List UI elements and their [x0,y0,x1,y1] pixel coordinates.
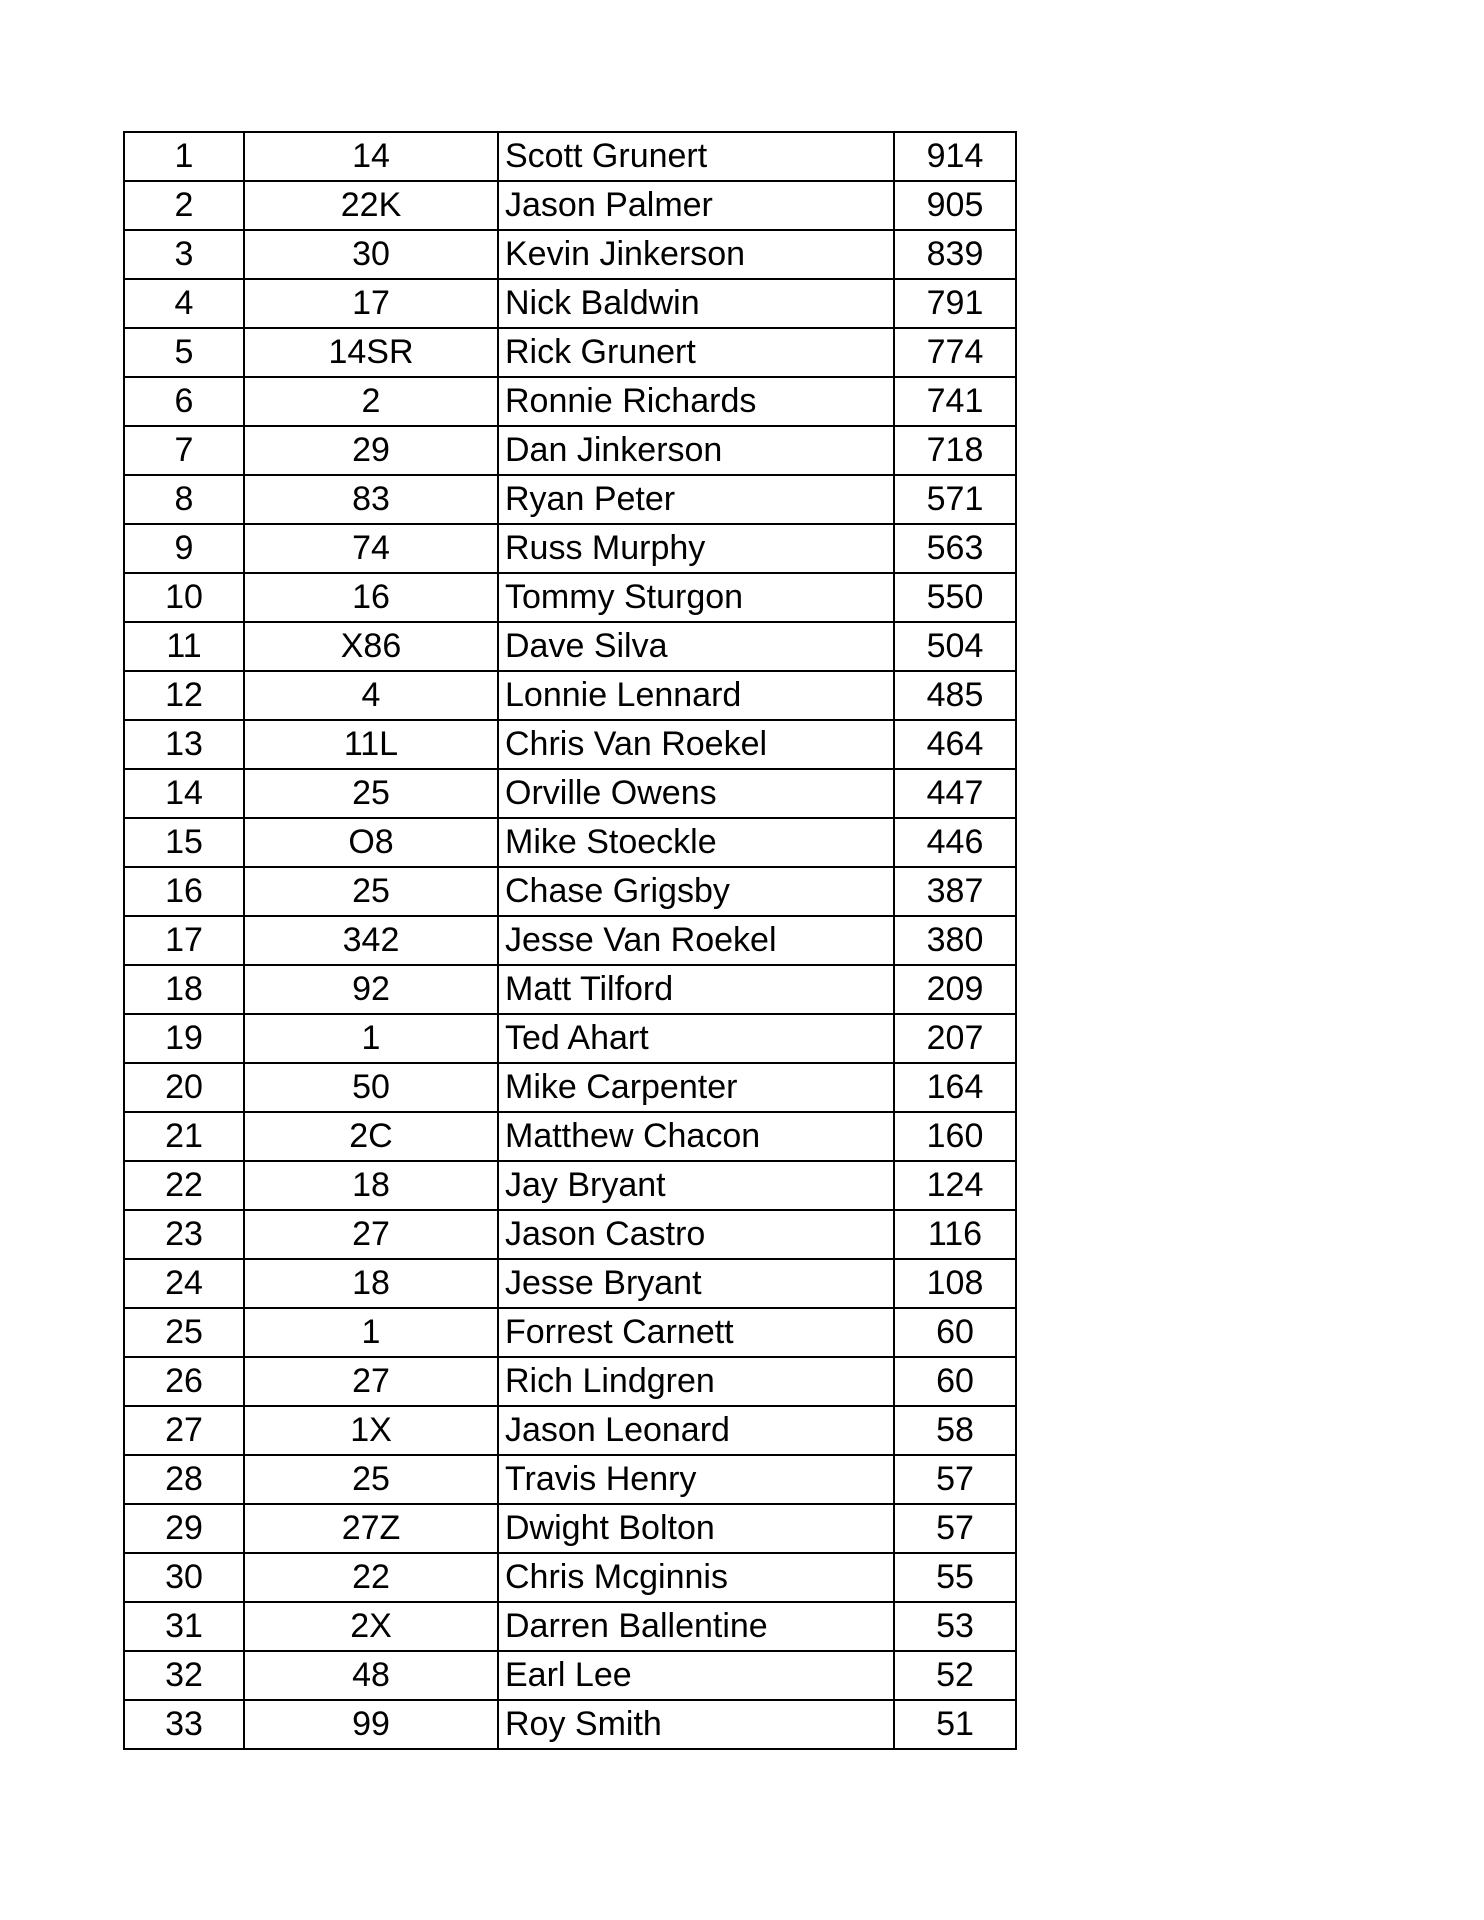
points-cell: 164 [894,1063,1016,1112]
position-cell: 1 [124,132,244,181]
position-cell: 29 [124,1504,244,1553]
driver-name-cell: Dan Jinkerson [498,426,894,475]
position-cell: 17 [124,916,244,965]
position-cell: 10 [124,573,244,622]
points-cell: 387 [894,867,1016,916]
table-row [124,524,1016,573]
points-cell: 209 [894,965,1016,1014]
car-number-cell: 14 [244,132,498,181]
car-number-cell: 342 [244,916,498,965]
driver-name-cell: Dwight Bolton [498,1504,894,1553]
driver-name-cell: Jay Bryant [498,1161,894,1210]
position-cell: 32 [124,1651,244,1700]
points-cell: 60 [894,1357,1016,1406]
driver-name-cell: Rick Grunert [498,328,894,377]
car-number-cell: 83 [244,475,498,524]
points-cell: 58 [894,1406,1016,1455]
car-number-cell: 1 [244,1308,498,1357]
table-row [124,867,1016,916]
table-row [124,426,1016,475]
position-cell: 33 [124,1700,244,1749]
table-row [124,1504,1016,1553]
car-number-cell: 2X [244,1602,498,1651]
driver-name-cell: Jason Castro [498,1210,894,1259]
points-cell: 124 [894,1161,1016,1210]
position-cell: 22 [124,1161,244,1210]
driver-name-cell: Travis Henry [498,1455,894,1504]
driver-name-cell: Roy Smith [498,1700,894,1749]
points-cell: 905 [894,181,1016,230]
driver-name-cell: Ted Ahart [498,1014,894,1063]
position-cell: 25 [124,1308,244,1357]
car-number-cell: 2 [244,377,498,426]
table-row [124,1357,1016,1406]
points-cell: 571 [894,475,1016,524]
points-cell: 108 [894,1259,1016,1308]
table-row [124,1112,1016,1161]
position-cell: 31 [124,1602,244,1651]
driver-name-cell: Orville Owens [498,769,894,818]
table-row [124,573,1016,622]
car-number-cell: 17 [244,279,498,328]
driver-name-cell: Tommy Sturgon [498,573,894,622]
position-cell: 19 [124,1014,244,1063]
car-number-cell: 22K [244,181,498,230]
points-cell: 550 [894,573,1016,622]
car-number-cell: 27 [244,1210,498,1259]
driver-name-cell: Scott Grunert [498,132,894,181]
car-number-cell: 18 [244,1259,498,1308]
table-row [124,132,1016,181]
table-row [124,818,1016,867]
points-cell: 160 [894,1112,1016,1161]
driver-name-cell: Kevin Jinkerson [498,230,894,279]
driver-name-cell: Lonnie Lennard [498,671,894,720]
points-cell: 51 [894,1700,1016,1749]
position-cell: 16 [124,867,244,916]
table-row [124,1014,1016,1063]
position-cell: 24 [124,1259,244,1308]
car-number-cell: 74 [244,524,498,573]
points-cell: 791 [894,279,1016,328]
table-row [124,1455,1016,1504]
car-number-cell: 25 [244,1455,498,1504]
position-cell: 12 [124,671,244,720]
table-row [124,1063,1016,1112]
points-cell: 446 [894,818,1016,867]
table-row [124,1700,1016,1749]
table-row [124,181,1016,230]
points-cell: 57 [894,1504,1016,1553]
driver-name-cell: Nick Baldwin [498,279,894,328]
position-cell: 7 [124,426,244,475]
car-number-cell: 18 [244,1161,498,1210]
car-number-cell: 92 [244,965,498,1014]
position-cell: 3 [124,230,244,279]
points-cell: 504 [894,622,1016,671]
position-cell: 18 [124,965,244,1014]
driver-name-cell: Rich Lindgren [498,1357,894,1406]
car-number-cell: 11L [244,720,498,769]
car-number-cell: 16 [244,573,498,622]
position-cell: 6 [124,377,244,426]
points-cell: 53 [894,1602,1016,1651]
points-cell: 447 [894,769,1016,818]
points-cell: 207 [894,1014,1016,1063]
position-cell: 9 [124,524,244,573]
car-number-cell: 27 [244,1357,498,1406]
table-row [124,1210,1016,1259]
points-cell: 741 [894,377,1016,426]
points-cell: 116 [894,1210,1016,1259]
car-number-cell: O8 [244,818,498,867]
car-number-cell: 99 [244,1700,498,1749]
points-cell: 774 [894,328,1016,377]
points-cell: 57 [894,1455,1016,1504]
points-cell: 55 [894,1553,1016,1602]
table-row [124,769,1016,818]
points-cell: 563 [894,524,1016,573]
position-cell: 20 [124,1063,244,1112]
table-row [124,1406,1016,1455]
car-number-cell: 48 [244,1651,498,1700]
points-cell: 380 [894,916,1016,965]
driver-name-cell: Chris Mcginnis [498,1553,894,1602]
driver-name-cell: Jason Leonard [498,1406,894,1455]
car-number-cell: 22 [244,1553,498,1602]
points-cell: 718 [894,426,1016,475]
position-cell: 27 [124,1406,244,1455]
position-cell: 11 [124,622,244,671]
position-cell: 8 [124,475,244,524]
car-number-cell: 27Z [244,1504,498,1553]
driver-name-cell: Jesse Van Roekel [498,916,894,965]
standings-table [123,131,1017,1750]
position-cell: 23 [124,1210,244,1259]
position-cell: 13 [124,720,244,769]
table-row [124,1602,1016,1651]
standings-body [124,132,1016,1749]
driver-name-cell: Russ Murphy [498,524,894,573]
table-row [124,1651,1016,1700]
position-cell: 15 [124,818,244,867]
table-row [124,965,1016,1014]
car-number-cell: 30 [244,230,498,279]
table-row [124,720,1016,769]
position-cell: 28 [124,1455,244,1504]
table-row [124,1259,1016,1308]
driver-name-cell: Mike Carpenter [498,1063,894,1112]
position-cell: 14 [124,769,244,818]
car-number-cell: 4 [244,671,498,720]
points-cell: 464 [894,720,1016,769]
car-number-cell: 1 [244,1014,498,1063]
position-cell: 2 [124,181,244,230]
driver-name-cell: Chris Van Roekel [498,720,894,769]
table-row [124,622,1016,671]
driver-name-cell: Ryan Peter [498,475,894,524]
points-cell: 60 [894,1308,1016,1357]
car-number-cell: 1X [244,1406,498,1455]
position-cell: 5 [124,328,244,377]
table-row [124,1161,1016,1210]
car-number-cell: 50 [244,1063,498,1112]
position-cell: 4 [124,279,244,328]
table-row [124,475,1016,524]
points-cell: 485 [894,671,1016,720]
car-number-cell: 25 [244,867,498,916]
driver-name-cell: Matt Tilford [498,965,894,1014]
car-number-cell: 2C [244,1112,498,1161]
points-cell: 914 [894,132,1016,181]
position-cell: 21 [124,1112,244,1161]
table-row [124,279,1016,328]
driver-name-cell: Darren Ballentine [498,1602,894,1651]
car-number-cell: 14SR [244,328,498,377]
table-row [124,1553,1016,1602]
position-cell: 30 [124,1553,244,1602]
car-number-cell: 25 [244,769,498,818]
driver-name-cell: Jesse Bryant [498,1259,894,1308]
driver-name-cell: Earl Lee [498,1651,894,1700]
driver-name-cell: Matthew Chacon [498,1112,894,1161]
car-number-cell: X86 [244,622,498,671]
table-row [124,916,1016,965]
driver-name-cell: Ronnie Richards [498,377,894,426]
table-row [124,328,1016,377]
position-cell: 26 [124,1357,244,1406]
driver-name-cell: Dave Silva [498,622,894,671]
table-row [124,671,1016,720]
driver-name-cell: Jason Palmer [498,181,894,230]
driver-name-cell: Forrest Carnett [498,1308,894,1357]
driver-name-cell: Chase Grigsby [498,867,894,916]
table-row [124,1308,1016,1357]
points-cell: 52 [894,1651,1016,1700]
table-row [124,377,1016,426]
points-cell: 839 [894,230,1016,279]
table-row [124,230,1016,279]
driver-name-cell: Mike Stoeckle [498,818,894,867]
car-number-cell: 29 [244,426,498,475]
